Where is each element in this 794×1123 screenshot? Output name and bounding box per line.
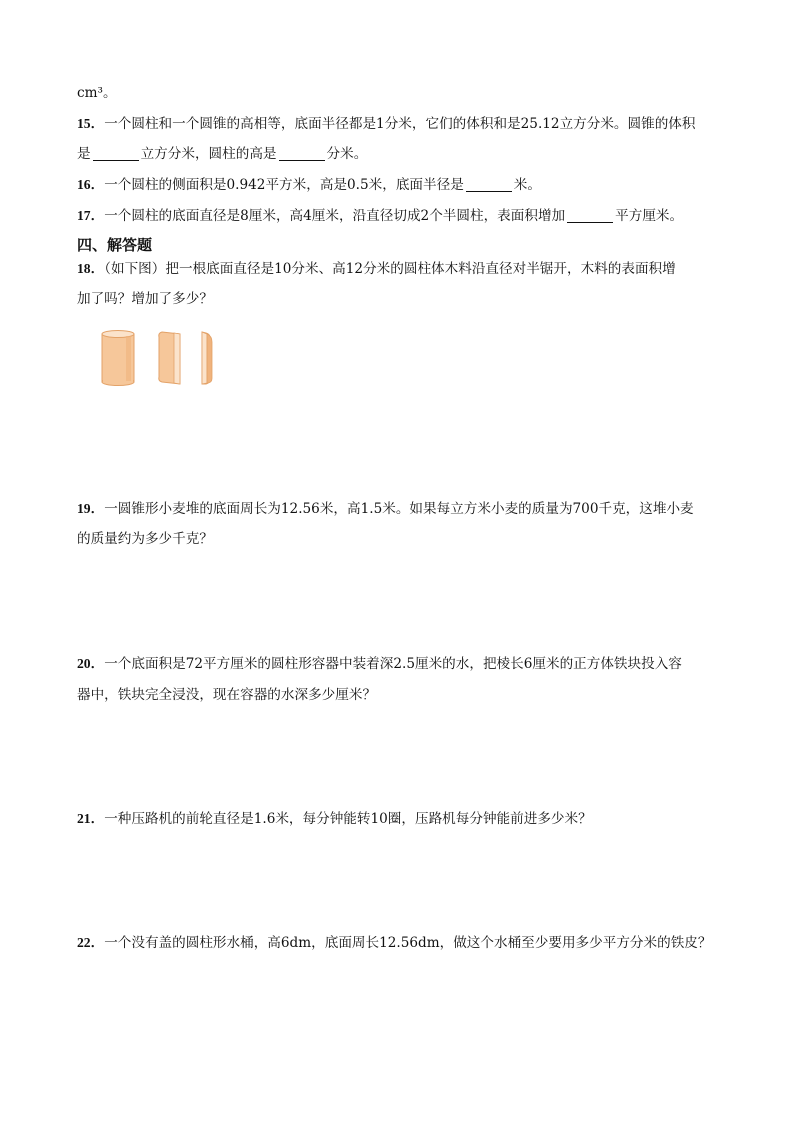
question-number: 15． xyxy=(77,116,105,131)
problem-22: 22．一个没有盖的圆柱形水桶，高6dm，底面周长12.56dm，做这个水桶至少要用多少平方分米的铁皮？ xyxy=(77,935,712,951)
problem-18: 18．（如下图）把一根底面直径是10分米、高12分米的圆柱体木料沿直径对半锯开，木料的表面积增 xyxy=(77,261,676,277)
half-cylinder-right-icon xyxy=(202,332,212,384)
problem-20: 20．一个底面积是72平方厘米的圆柱形容器中装着深2.5厘米的水，把棱长6厘米的正方体铁块投入容 xyxy=(77,656,682,672)
problem-18-line2: 加了吗？增加了多少？ xyxy=(77,291,213,307)
problem-20-line2: 器中，铁块完全浸没，现在容器的水深多少厘米？ xyxy=(77,687,377,703)
problem-19-line2: 的质量约为多少千克？ xyxy=(77,531,213,547)
question-15-line2: 是 立方分米，圆柱的高是 分米。 xyxy=(77,146,368,162)
question-number: 16． xyxy=(77,177,105,192)
section-title: 四、解答题 xyxy=(77,236,153,254)
problem-number: 21． xyxy=(77,811,105,826)
problem-number: 19． xyxy=(77,501,105,516)
cylinder-figure xyxy=(98,328,233,386)
problem-19: 19．一圆锥形小麦堆的底面周长为12.56米，高1.5米。如果每立方米小麦的质量为700千克，这堆小麦 xyxy=(77,501,694,517)
whole-cylinder-icon xyxy=(102,331,134,386)
answer-blank[interactable] xyxy=(93,146,139,161)
problem-number: 18． xyxy=(77,261,105,276)
answer-blank[interactable] xyxy=(567,208,613,223)
question-17: 17．一个圆柱的底面直径是8厘米，高4厘米，沿直径切成2个半圆柱，表面积增加 平方厘米。 xyxy=(77,208,684,224)
problem-21: 21．一种压路机的前轮直径是1.6米，每分钟能转10圈，压路机每分钟能前进多少米？ xyxy=(77,811,592,827)
problem-number: 22． xyxy=(77,935,105,950)
question-16: 16．一个圆柱的侧面积是0.942平方米，高是0.5米，底面半径是 米。 xyxy=(77,177,541,193)
question-text: 一个圆柱和一个圆锥的高相等，底面半径都是1分米，它们的体积和是25.12立方分米。圆锥的体积 xyxy=(104,116,696,132)
answer-blank[interactable] xyxy=(279,146,325,161)
question-15 xyxy=(77,115,696,133)
question-number: 17． xyxy=(77,208,105,223)
half-cylinder-left-icon xyxy=(159,332,180,384)
problem-number: 20． xyxy=(77,656,105,671)
answer-blank[interactable] xyxy=(466,177,512,192)
continued-text: cm³。 xyxy=(77,85,117,101)
